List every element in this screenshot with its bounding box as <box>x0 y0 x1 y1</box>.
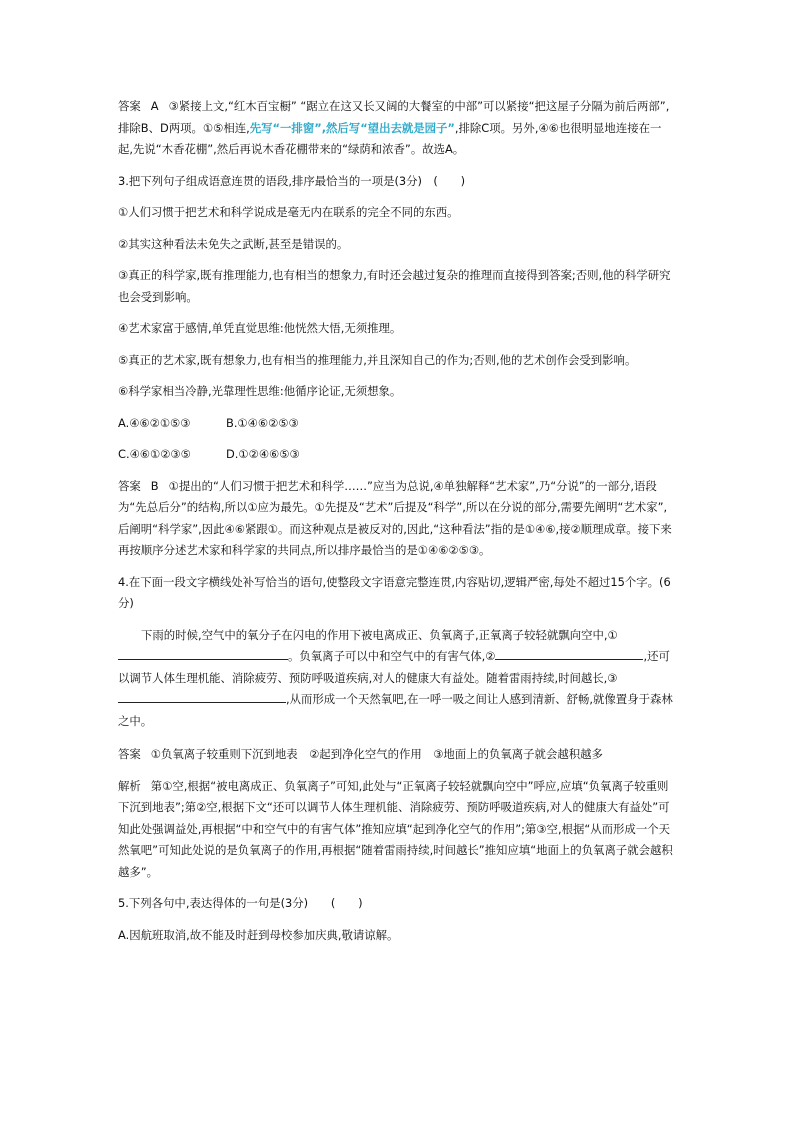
answer-2 <box>118 96 674 161</box>
answer-choice: A <box>150 99 159 113</box>
option-c: C.④⑥①②③⑤ <box>118 447 191 461</box>
answer-text: ①提出的“人们习惯于把艺术和科学……”应当为总说,④单独解释“艺术家”,乃“分说”的一部分,语段为“先总后分”的结构,所以①应为最先。①先提及“艺术”后提及“科学”,所以在分说的部分,需要先阐明“艺术家”,后阐明“科学家”,因此④⑥紧跟①。而这种观点是被反对的,因此,“这种看法”指的是①④⑥,接②顺理成章。接下来再按顺序分述艺术家和科学家的共同点,所以排序最恰当的是①④⑥②⑤③。 <box>118 478 672 557</box>
answer-4 <box>118 744 674 766</box>
passage-part-3: ,还可以调节人体生理机能、消除疲劳、预防呼吸道疾病,对人的健康大有益处。随着雷雨持续,时间越长,③ <box>118 649 670 685</box>
options-row-1 <box>118 413 674 435</box>
passage <box>118 625 674 733</box>
answer-text: ①负氧离子较重则下沉到地表 ②起到净化空气的作用 ③地面上的负氧离子就会越积越多 <box>150 747 603 761</box>
answer-label: 答案 <box>118 747 141 761</box>
answer-text: ③紧接上文,“红木百宝橱” “踞立在这又长又阔的大餐室的中部”可以紧接“把这屋子分隔为前后两部”,排除B、D两项。①⑤相连, <box>118 99 670 135</box>
sentence-4: ④艺术家富于感情,单凭直觉思维:他恍然大悟,无须推理。 <box>118 321 402 335</box>
explanation-label: 解析 <box>118 778 141 793</box>
answer-3 <box>118 476 674 562</box>
sentence-3: ③真正的科学家,既有推理能力,也有相当的想象力,有时还会越过复杂的推理而直接得到答案;否则,他的科学研究也会受到影响。 <box>118 268 671 304</box>
passage-part-1: 下雨的时候,空气中的氧分子在闪电的作用下被电离成正、负氧离子,正氧离子较轻就飘向空中,① <box>141 627 618 642</box>
sentence-2: ②其实这种看法未免失之武断,甚至是错误的。 <box>118 236 349 251</box>
q5-option-a: A.因航班取消,故不能及时赶到母校参加庆典,敬请谅解。 <box>118 927 399 942</box>
option-d: D.①②④⑥⑤③ <box>226 447 300 461</box>
explanation-4 <box>118 776 674 884</box>
explanation-text: 第①空,根据“被电离成正、负氧离子”可知,此处与“正氧离子较轻就飘向空中”呼应,应填“负氧离子较重则下沉到地表”;第②空,根据下文“还可以调节人体生理机能、消除疲劳、预防呼吸道疾病,对人的健康大有益处”可知此处强调益处,再根据“中和空气中的有害气体”推知应填“起到净化空气的作用”;第③空,根据“从而形成一个天然氧吧”可知此处说的是负氧离子的作用,再根据“随着雷雨持续,时间越长”推知应填“地面上的负氧离子就会越积越多”。 <box>118 778 673 879</box>
question-5-stem: 5.下列各句中,表达得体的一句是(3分) ( ) <box>118 896 363 910</box>
option-a: A.④⑥②①⑤③ <box>118 415 191 430</box>
passage-part-4: ,从而形成一个天然氧吧,在一呼一吸之间让人感到清新、舒畅,就像置身于森林之中。 <box>118 692 673 728</box>
answer-label: 答案 <box>118 99 141 113</box>
options-row-2 <box>118 444 674 466</box>
sentence-6: ⑥科学家相当冷静,光靠理性思维:他循序论证,无须想象。 <box>118 384 402 398</box>
passage-part-2: 。负氧离子可以中和空气中的有害气体,② <box>288 649 496 663</box>
question-4-stem: 4.在下面一段文字横线处补写恰当的语句,使整段文字语意完整连贯,内容贴切,逻辑严密,每处不超过15个字。(6分) <box>118 574 671 610</box>
blank-3[interactable] <box>118 690 286 703</box>
answer-label: 答案 <box>118 478 141 493</box>
highlighted-text: 先写“一排窗”,然后写“望出去就是园子” <box>249 120 455 135</box>
answer-choice: B <box>150 478 159 493</box>
blank-1[interactable] <box>118 647 288 660</box>
answer-text-cont: ,排除C项。另外,④⑥也很明显地连接在一起,先说“木香花棚”,然后再说木香花棚带来的“绿荫和浓香”。故选A。 <box>118 120 662 156</box>
option-b: B.①④⑥②⑤③ <box>226 415 299 430</box>
sentence-1: ①人们习惯于把艺术和科学说成是毫无内在联系的完全不同的东西。 <box>118 205 459 219</box>
sentence-5: ⑤真正的艺术家,既有想象力,也有相当的推理能力,并且深知自己的作为;否则,他的艺术创作会受到影响。 <box>118 352 637 367</box>
question-3-stem: 3.把下列句子组成语意连贯的语段,排序最恰当的一项是(3分) ( ) <box>118 173 466 188</box>
blank-2[interactable] <box>495 647 643 660</box>
document-page <box>118 96 674 956</box>
